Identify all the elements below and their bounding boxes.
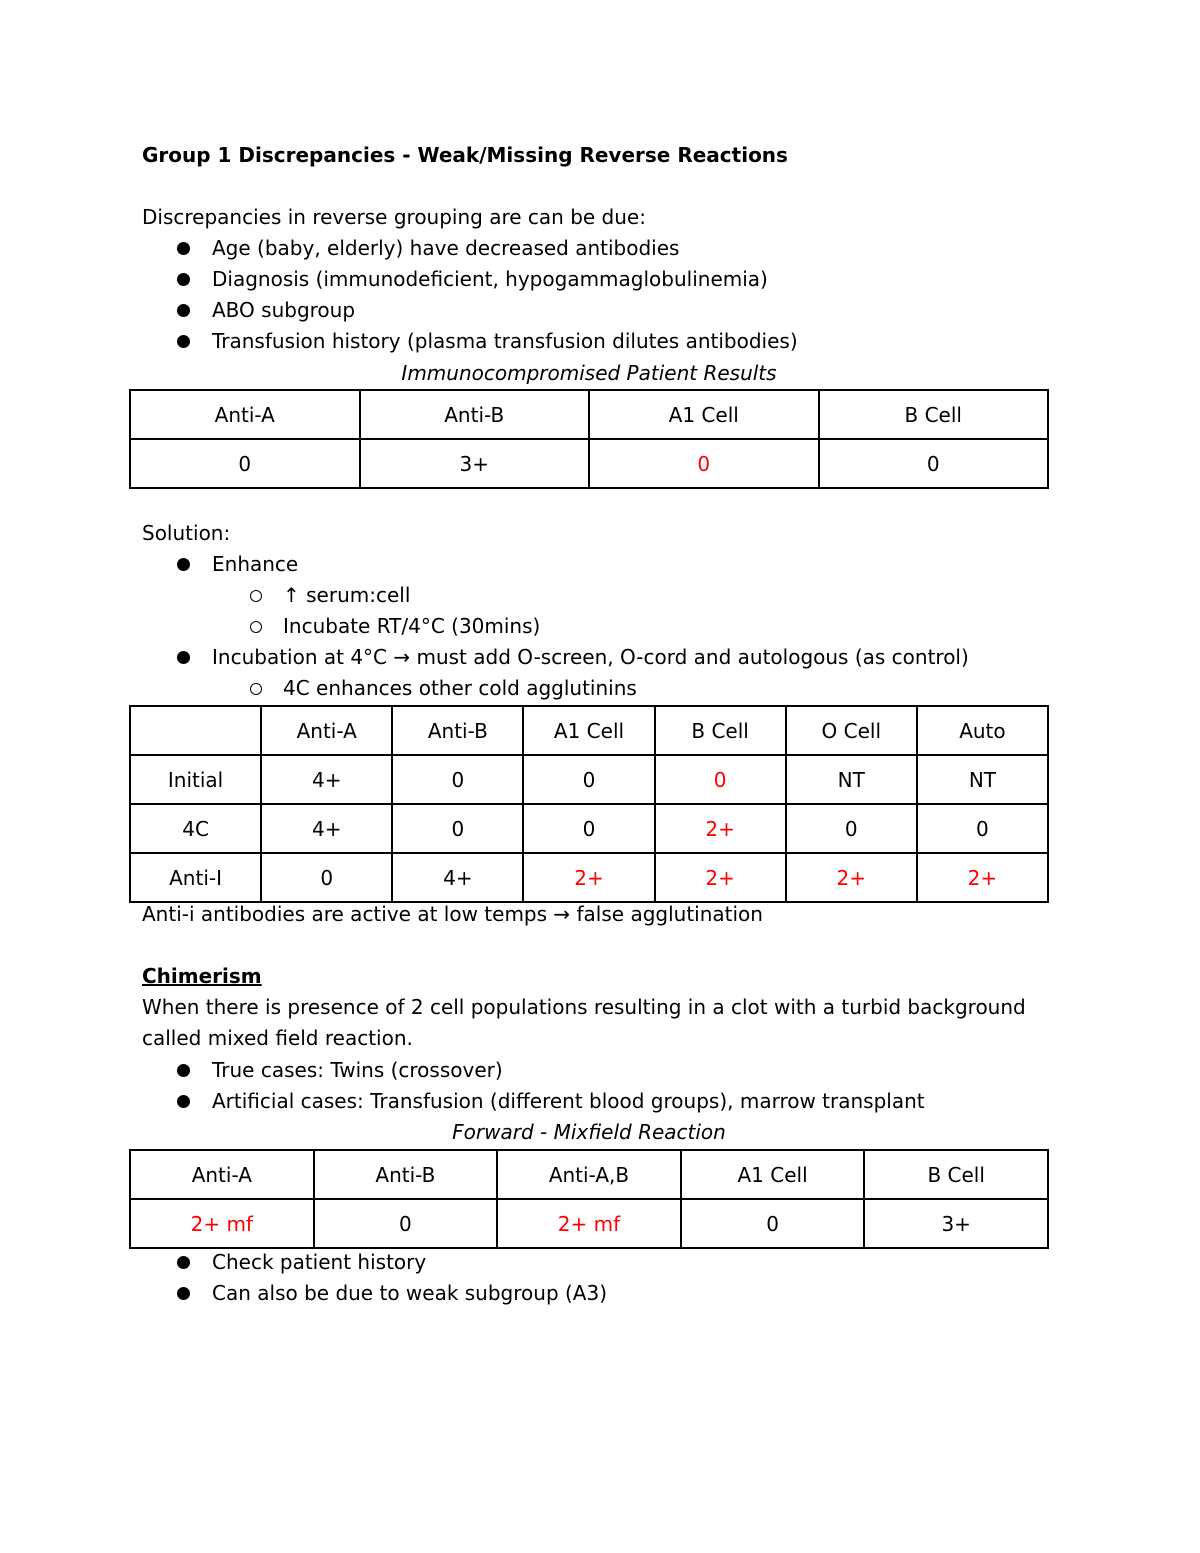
table-cell: 0 bbox=[261, 853, 392, 902]
list-item: True cases: Twins (crossover) bbox=[212, 1058, 503, 1082]
table-cell: 4+ bbox=[261, 804, 392, 853]
chimerism-description: When there is presence of 2 cell populations resulting in a clot with a turbid background bbox=[142, 995, 1026, 1019]
chimerism-heading: Chimerism bbox=[142, 964, 262, 988]
sub-list-item: 4C enhances other cold agglutinins bbox=[283, 676, 637, 700]
bullet-icon bbox=[177, 242, 190, 255]
table-header-row bbox=[130, 390, 1048, 439]
table-cell: 0 bbox=[523, 804, 654, 853]
list-item: Diagnosis (immunodeficient, hypogammaglobulinemia) bbox=[212, 267, 768, 291]
sub-list-item: Incubate RT/4°C (30mins) bbox=[283, 614, 541, 638]
list-item: Artificial cases: Transfusion (different blood groups), marrow transplant bbox=[212, 1089, 925, 1113]
table-cell: 3+ bbox=[864, 1199, 1048, 1248]
table-header-cell: B Cell bbox=[819, 390, 1049, 439]
sub-bullet-icon bbox=[250, 590, 262, 602]
table-header-cell: Anti-A bbox=[130, 1150, 314, 1199]
table-header-cell bbox=[130, 706, 261, 755]
table-cell: NT bbox=[786, 755, 917, 804]
table-header-cell: Anti-B bbox=[360, 390, 590, 439]
table-row bbox=[130, 804, 1048, 853]
bullet-icon bbox=[177, 1095, 190, 1108]
table-header-cell: A1 Cell bbox=[523, 706, 654, 755]
table-header-row bbox=[130, 1150, 1048, 1199]
page-title: Group 1 Discrepancies - Weak/Missing Reverse Reactions bbox=[142, 143, 788, 167]
list-item: Check patient history bbox=[212, 1250, 427, 1274]
table-cell: 0 bbox=[130, 439, 360, 488]
table-header-cell: A1 Cell bbox=[681, 1150, 865, 1199]
bullet-icon bbox=[177, 1064, 190, 1077]
bullet-icon bbox=[177, 335, 190, 348]
cold-agglutinin-table bbox=[129, 705, 1049, 903]
table-cell-highlight: 2+ mf bbox=[130, 1199, 314, 1248]
table-header-cell: A1 Cell bbox=[589, 390, 819, 439]
table-cell-highlight: 0 bbox=[589, 439, 819, 488]
table3-caption: Forward - Mixfield Reaction bbox=[452, 1120, 726, 1144]
table-cell: 0 bbox=[392, 755, 523, 804]
table-header-cell: Anti-B bbox=[392, 706, 523, 755]
chimerism-description: called mixed field reaction. bbox=[142, 1026, 413, 1050]
table-cell: 0 bbox=[314, 1199, 498, 1248]
table-row bbox=[130, 853, 1048, 902]
table-cell-highlight: 2+ bbox=[786, 853, 917, 902]
table-header-cell: Anti-A,B bbox=[497, 1150, 681, 1199]
list-item: Age (baby, elderly) have decreased antibodies bbox=[212, 236, 680, 260]
table-cell-highlight: 2+ bbox=[655, 804, 786, 853]
solution-label: Solution: bbox=[142, 521, 231, 545]
table-header-row bbox=[130, 706, 1048, 755]
table-cell: 4+ bbox=[392, 853, 523, 902]
table-cell: NT bbox=[917, 755, 1048, 804]
list-item: Incubation at 4°C → must add O-screen, O-cord and autologous (as control) bbox=[212, 645, 969, 669]
table-row-label: 4C bbox=[130, 804, 261, 853]
table-cell-highlight: 2+ mf bbox=[497, 1199, 681, 1248]
table-cell: 4+ bbox=[261, 755, 392, 804]
table-header-cell: Anti-A bbox=[130, 390, 360, 439]
sub-list-item: ↑ serum:cell bbox=[283, 583, 411, 607]
table-cell: 0 bbox=[786, 804, 917, 853]
table-cell: 3+ bbox=[360, 439, 590, 488]
bullet-icon bbox=[177, 651, 190, 664]
list-item: ABO subgroup bbox=[212, 298, 356, 322]
table-cell: 0 bbox=[917, 804, 1048, 853]
table-header-cell: Anti-A bbox=[261, 706, 392, 755]
table-cell: 0 bbox=[392, 804, 523, 853]
bullet-icon bbox=[177, 1287, 190, 1300]
table-row bbox=[130, 1199, 1048, 1248]
table-cell-highlight: 0 bbox=[655, 755, 786, 804]
table-row-label: Anti-I bbox=[130, 853, 261, 902]
table1-caption: Immunocompromised Patient Results bbox=[401, 361, 777, 385]
immunocompromised-results-table bbox=[129, 389, 1049, 489]
table-row bbox=[130, 439, 1048, 488]
mixfield-reaction-table bbox=[129, 1149, 1049, 1249]
table-header-cell: Auto bbox=[917, 706, 1048, 755]
table-row-label: Initial bbox=[130, 755, 261, 804]
table-cell: 0 bbox=[681, 1199, 865, 1248]
table-row bbox=[130, 755, 1048, 804]
intro-text: Discrepancies in reverse grouping are can be due: bbox=[142, 205, 646, 229]
table2-note: Anti-i antibodies are active at low temps → false agglutination bbox=[142, 902, 763, 926]
table-header-cell: B Cell bbox=[864, 1150, 1048, 1199]
table-cell-highlight: 2+ bbox=[655, 853, 786, 902]
bullet-icon bbox=[177, 1256, 190, 1269]
table-cell: 0 bbox=[819, 439, 1049, 488]
table-cell-highlight: 2+ bbox=[523, 853, 654, 902]
list-item: Enhance bbox=[212, 552, 299, 576]
bullet-icon bbox=[177, 273, 190, 286]
list-item: Can also be due to weak subgroup (A3) bbox=[212, 1281, 608, 1305]
table-header-cell: B Cell bbox=[655, 706, 786, 755]
sub-bullet-icon bbox=[250, 683, 262, 695]
table-cell: 0 bbox=[523, 755, 654, 804]
table-header-cell: O Cell bbox=[786, 706, 917, 755]
table-cell-highlight: 2+ bbox=[917, 853, 1048, 902]
table-header-cell: Anti-B bbox=[314, 1150, 498, 1199]
bullet-icon bbox=[177, 304, 190, 317]
bullet-icon bbox=[177, 558, 190, 571]
sub-bullet-icon bbox=[250, 621, 262, 633]
list-item: Transfusion history (plasma transfusion dilutes antibodies) bbox=[212, 329, 798, 353]
